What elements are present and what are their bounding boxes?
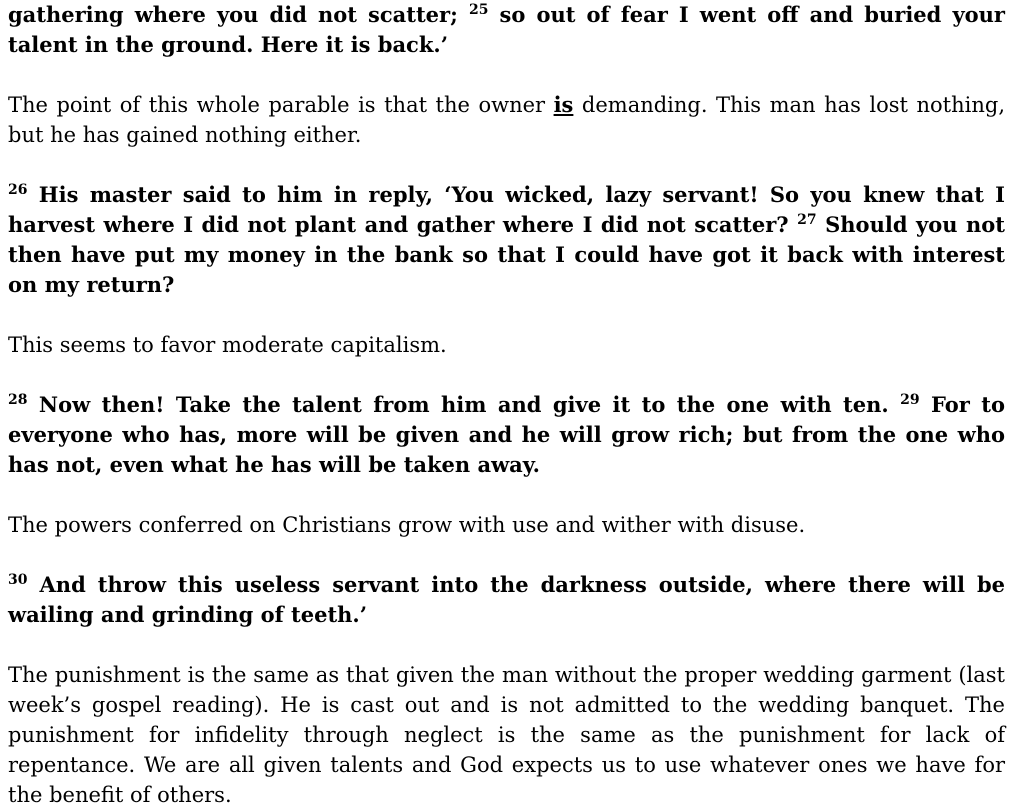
commentary-paragraph — [8, 90, 1005, 150]
paragraph-gap — [8, 150, 1005, 180]
verse-number: 26 — [8, 182, 28, 198]
verse-number: 30 — [8, 572, 28, 588]
text-run: The powers conferred on Christians grow with use and wither with disuse. — [8, 513, 806, 537]
scripture-passage — [8, 180, 1005, 300]
scripture-passage — [8, 0, 1005, 60]
text-run: gathering where you did not scatter; — [8, 2, 469, 27]
paragraph-gap — [8, 630, 1005, 660]
paragraph-gap — [8, 60, 1005, 90]
text-run: Should you not then have put my money in the bank so that I could have got it back with interest on my return? — [8, 212, 1005, 297]
text-run: For to everyone who has, more will be given and he will grow rich; but from the one who has not, even what he has will be taken away. — [8, 392, 1005, 477]
text-run: The point of this whole parable is that the owner — [8, 93, 554, 117]
document-page — [8, 0, 1005, 810]
text-run: so out of fear I went off and buried your talent in the ground. Here it is back.’ — [8, 2, 1005, 57]
paragraph-gap — [8, 540, 1005, 570]
scripture-passage — [8, 390, 1005, 480]
commentary-paragraph — [8, 510, 1005, 540]
text-run: The punishment is the same as that given the man without the proper wedding garment (last week’s gospel reading). He is cast out and is not admitted to the wedding banquet. The punishment for infidelity through neglect is the same as the punishment for lack of repentance. We are all given talents and God expects us to use whatever ones we have for the benefit of others. — [8, 663, 1005, 807]
text-run: Now then! Take the talent from him and give it to the one with ten. — [27, 392, 901, 417]
commentary-paragraph — [8, 660, 1005, 810]
paragraph-gap — [8, 480, 1005, 510]
verse-number: 25 — [468, 2, 489, 18]
paragraph-gap — [8, 360, 1005, 390]
text-run: This seems to favor moderate capitalism. — [8, 333, 447, 357]
verse-number: 29 — [900, 392, 920, 408]
verse-number: 27 — [797, 212, 817, 228]
commentary-paragraph — [8, 330, 1005, 360]
verse-number: 28 — [8, 392, 28, 408]
paragraph-gap — [8, 300, 1005, 330]
text-run: And throw this useless servant into the darkness outside, where there will be wailing and grinding of teeth.’ — [8, 572, 1005, 627]
text-run: demanding. This man has lost nothing, but he has gained nothing either. — [8, 93, 1005, 147]
scripture-passage — [8, 570, 1005, 630]
text-run: His master said to him in reply, ‘You wicked, lazy servant! So you knew that I harvest where I did not plant and gather where I did not scatter? — [8, 182, 1005, 237]
emphasized-text: is — [553, 92, 574, 117]
